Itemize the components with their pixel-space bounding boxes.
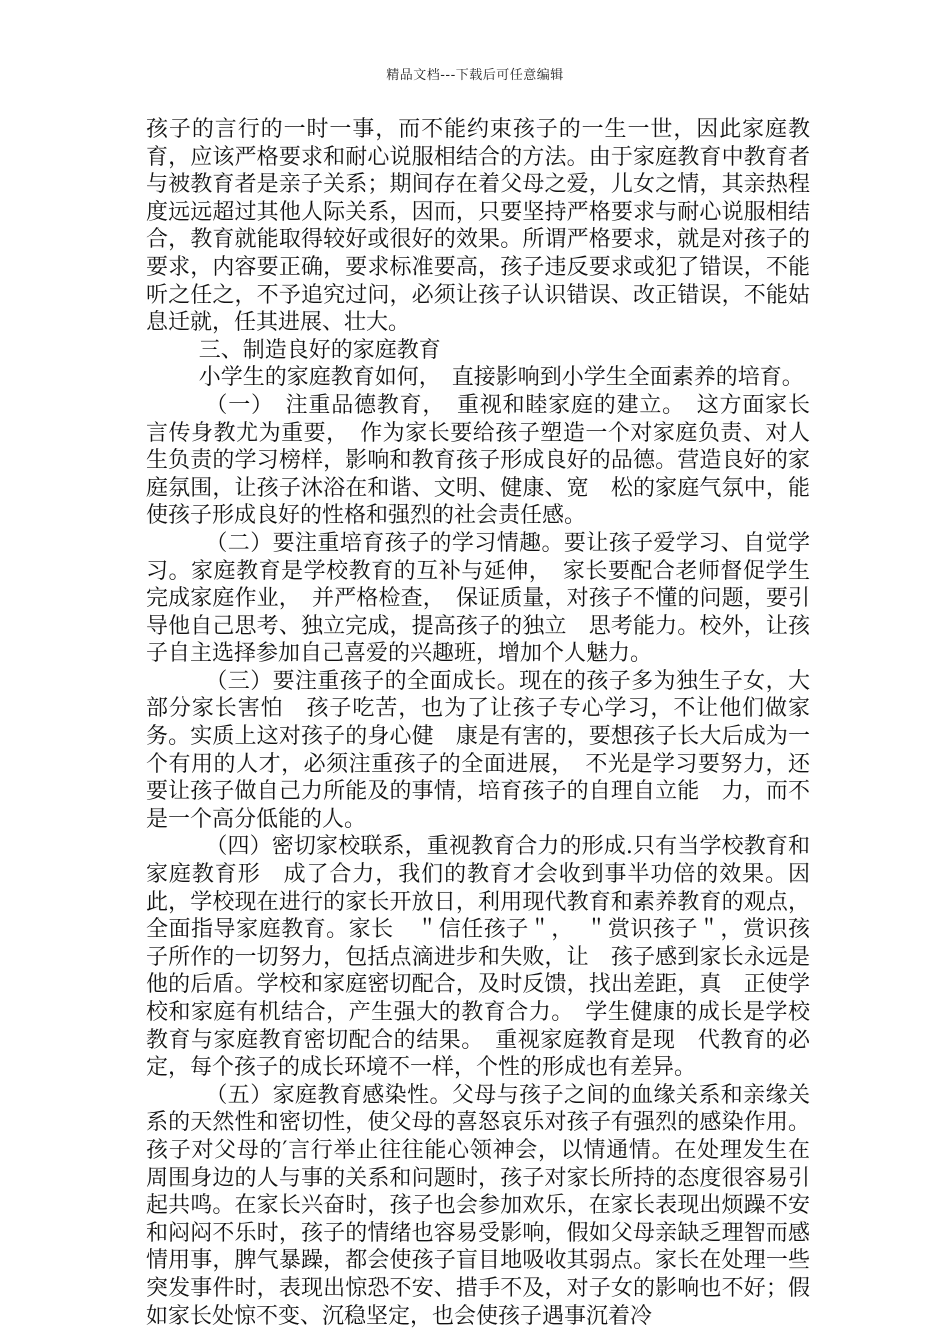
section-heading: 三、制造良好的家庭教育 (198, 337, 441, 363)
document-body (146, 116, 810, 1330)
paragraph-item-1: （一） 注重品德教育， 重视和睦家庭的建立。 这方面家长言传身教尤为重要， 作为家长要给孩子塑造一个对家庭负责、对人生负责的学习榜样，影响和教育孩子形成良好的品德。营造良好的家庭氛围，让孩子沐浴在和谐、文明、健康、宽 松的家庭气氛中，能使孩子形成良好的性格和强烈的社会责任感。 (146, 392, 810, 529)
paragraph-item-5: （五）家庭教育感染性。父母与孩子之间的血缘关系和亲缘关系的天然性和密切性，使父母的喜怒哀乐对孩子有强烈的感染作用。孩子对父母的′言行举止往往能心领神会，以情通情。在处理发生在周围身边的人与事的关系和问题时，孩子对家长所持的态度很容易引起共鸣。在家长兴奋时，孩子也会参加欢乐，在家长表现出烦躁不安和闷闷不乐时，孩子的情绪也容易受影响，假如父母亲缺乏理智而感情用事，脾气暴躁，都会使孩子盲目地吸收其弱点。家长在处理一些突发事件时，表现出惊恐不安、措手不及，对子女的影响也不好；假如家长处惊不变、沉稳坚定，也会使孩子遇事沉着冷 (146, 1082, 810, 1329)
paragraph-intro: 小学生的家庭教育如何， 直接影响到小学生全面素养的培育。 (198, 365, 804, 391)
paragraph-item-4: （四）密切家校联系，重视教育合力的形成.只有当学校教育和家庭教育形 成了合力，我们的教育才会收到事半功倍的效果。因此，学校现在进行的家长开放日，利用现代教育和素养教育的观点，全面指导家庭教育。家长 ＂信任孩子＂， ＂赏识孩子＂，赏识孩子所作的一切努力，包括点滴进步和失败，让 孩子感到家长永远是他的后盾。学校和家庭密切配合，及时反馈，找出差距，真 正使学校和家庭有机结合，产生强大的教育合力。 学生健康的成长是学校教育与家庭教育密切配合的结果。 重视家庭教育是现 代教育的必定，每个孩子的成长环境不一样，个性的形成也有差异。 (146, 834, 810, 1081)
page-header: 精品文档---下载后可任意编辑 (386, 68, 564, 83)
paragraph-continuation: 孩子的言行的一时一事，而不能约束孩子的一生一世，因此家庭教育，应该严格要求和耐心说服相结合的方法。由于家庭教育中教育者与被教育者是亲子关系；期间存在着父母之爱，儿女之情，其亲热程度远远超过其他人际关系，因而，只要坚持严格要求与耐心说服相结合，教育就能取得较好或很好的效果。所谓严格要求，就是对孩子的要求，内容要正确，要求标准要高，孩子违反要求或犯了错误，不能听之任之，不予追究过问，必须让孩子认识错误、改正错误，不能姑息迁就，任其进展、壮大。 (146, 117, 810, 336)
paragraph-item-2: （二）要注重培育孩子的学习情趣。要让孩子爱学习、自觉学习。家庭教育是学校教育的互补与延伸， 家长要配合老师督促学生完成家庭作业， 并严格检查， 保证质量，对孩子不懂的问题，要引导他自己思考、独立完成，提高孩子的独立 思考能力。校外，让孩子自主选择参加自己喜爱的兴趣班，增加个人魅力。 (146, 530, 810, 667)
paragraph-item-3: （三）要注重孩子的全面成长。现在的孩子多为独生子女，大部分家长害怕 孩子吃苦，也为了让孩子专心学习，不让他们做家务。实质上这对孩子的身心健 康是有害的，要想孩子长大后成为一个有用的人才，必须注重孩子的全面进展， 不光是学习要努力，还要让孩子做自己力所能及的事情，培育孩子的自理自立能 力，而不是一个高分低能的人。 (146, 668, 810, 832)
